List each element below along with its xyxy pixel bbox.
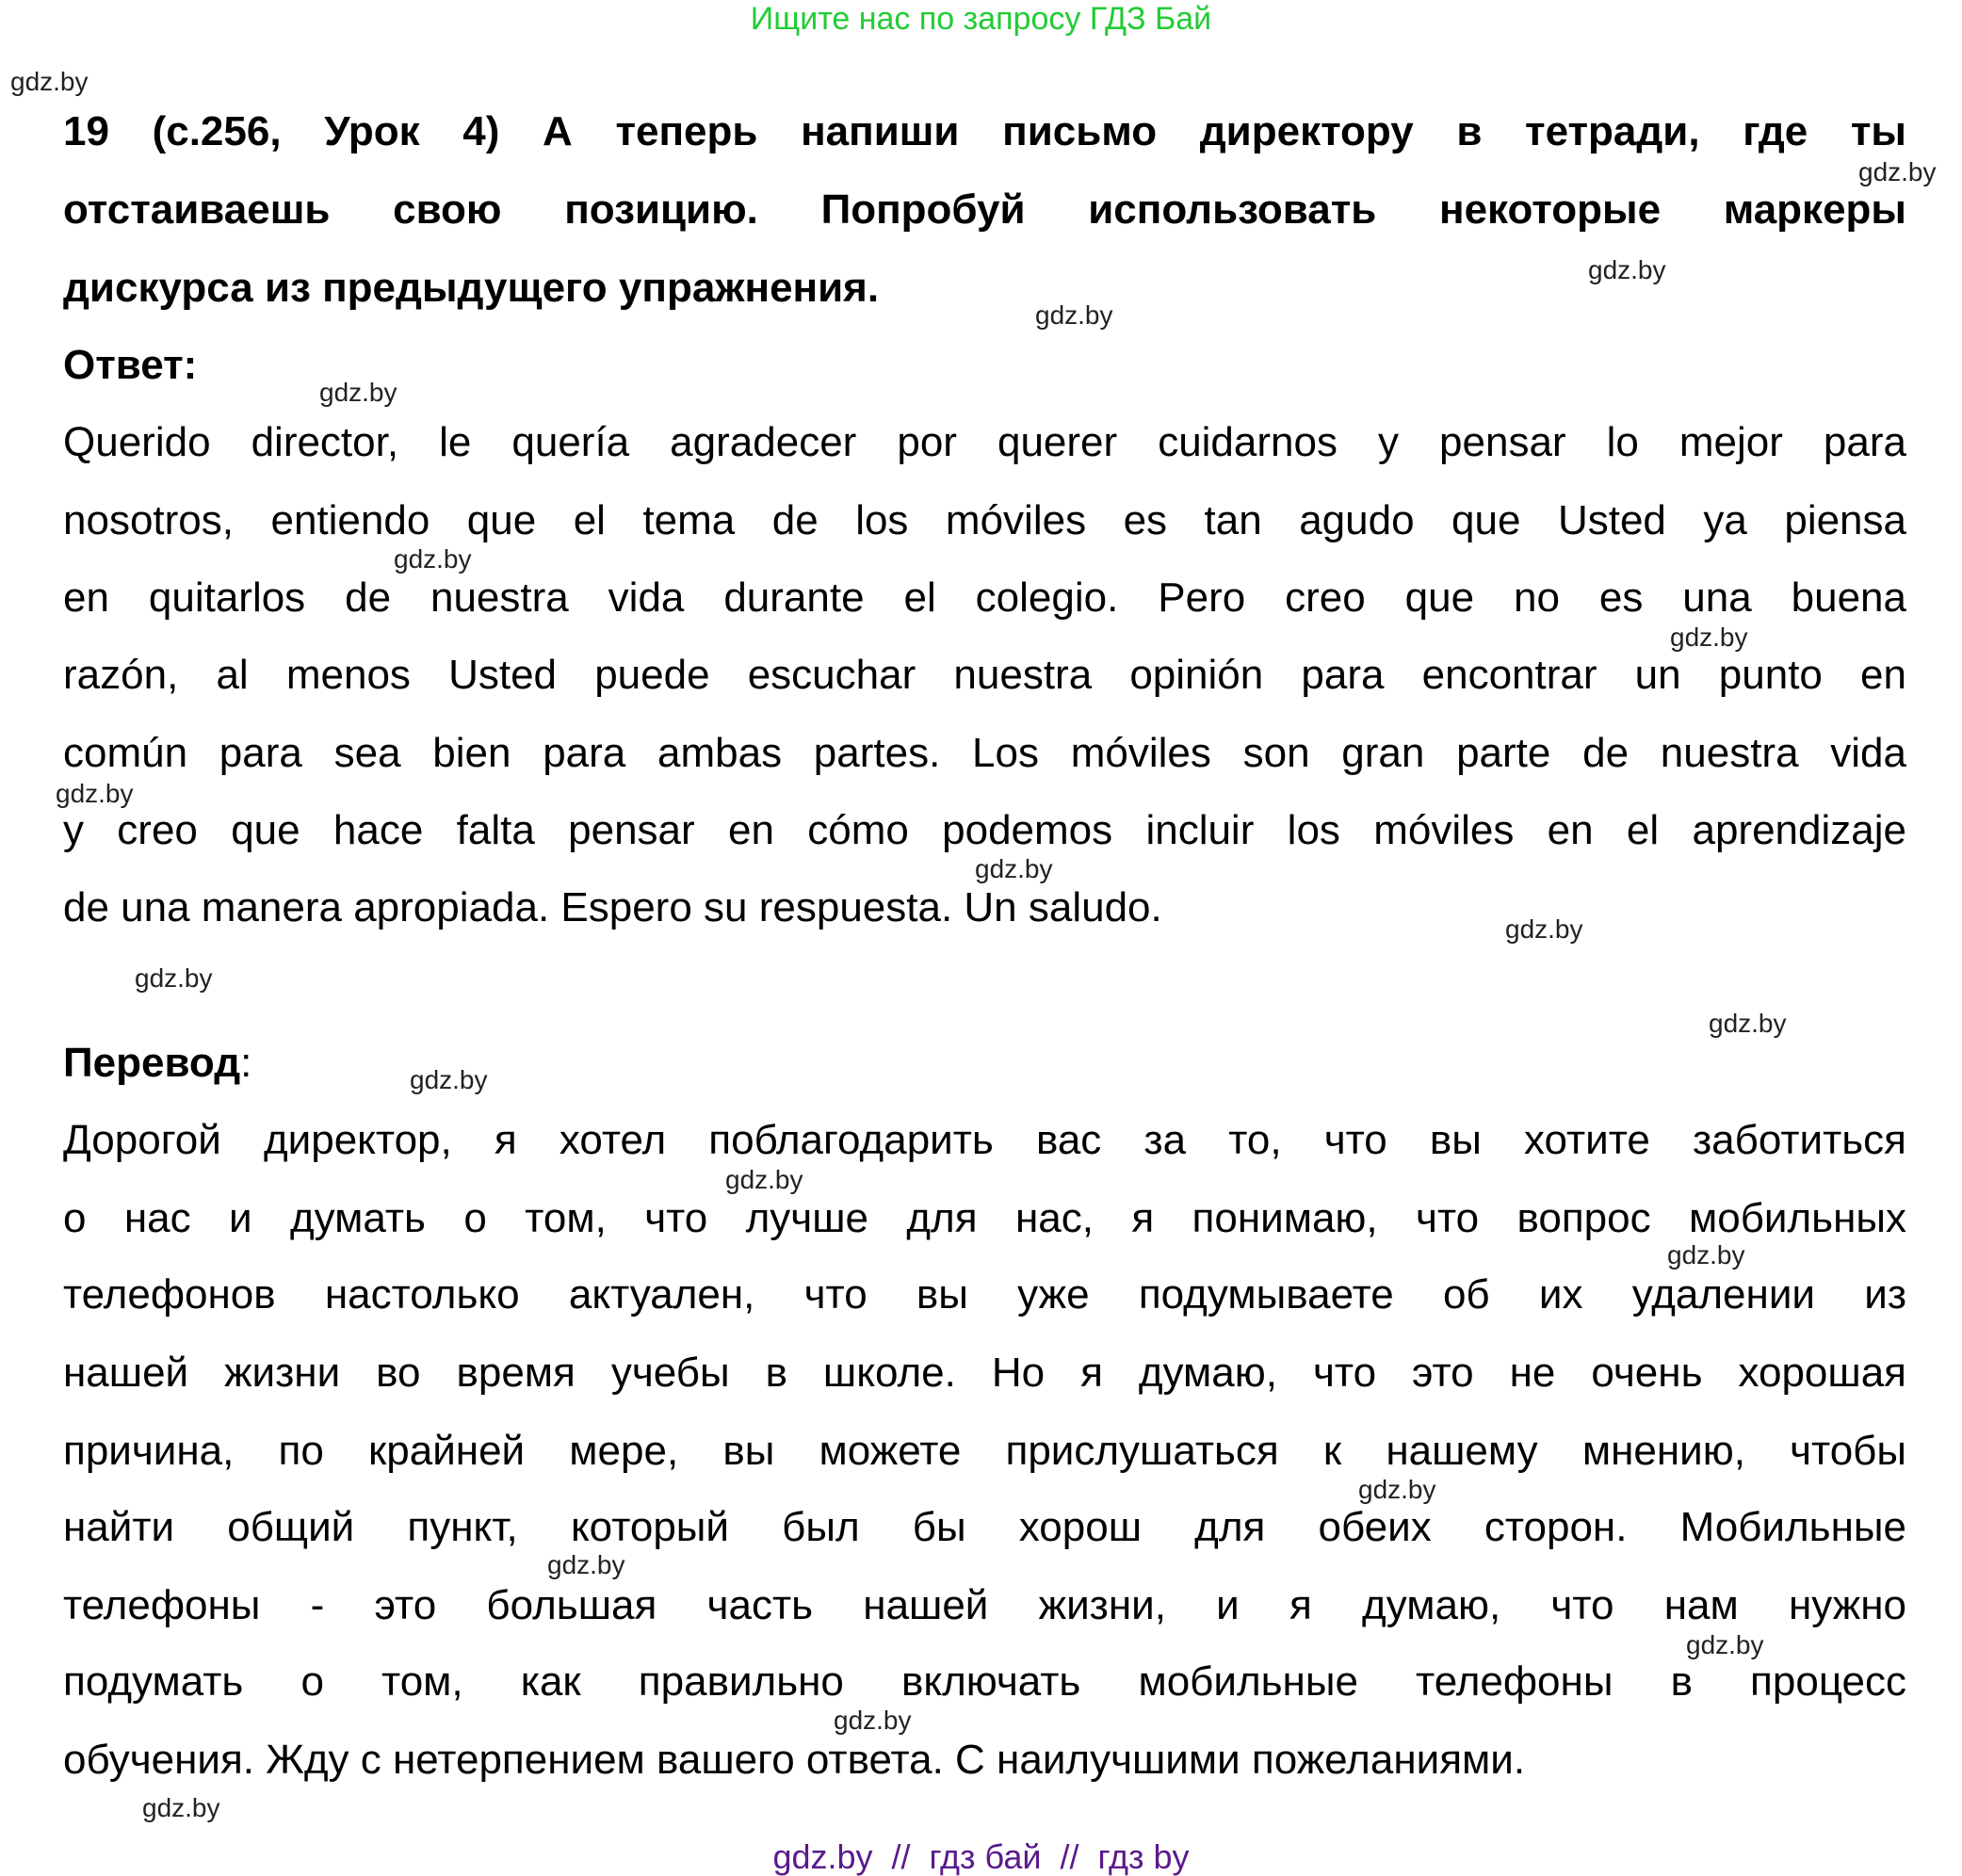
watermark: gdz.by: [834, 1706, 912, 1735]
watermark: gdz.by: [547, 1550, 625, 1579]
watermark: gdz.by: [1588, 255, 1666, 284]
answer-text-line: común para sea bien para ambas partes. Los móviles son gran parte de nuestra vida: [63, 730, 1906, 776]
watermark: gdz.by: [725, 1165, 803, 1194]
answer-text-line: razón, al menos Usted puede escuchar nuestra opinión para encontrar un punto en: [63, 652, 1906, 698]
task-text-line: 19 (с.256, Урок 4) А теперь напиши письмо директору в тетради, где ты: [63, 108, 1906, 154]
watermark: gdz.by: [1709, 1009, 1787, 1038]
watermark: gdz.by: [1686, 1630, 1764, 1659]
answer-text-line: y creo que hace falta pensar en cómo podemos incluir los móviles en el aprendizaje: [63, 807, 1906, 853]
translation-label: [63, 1035, 1906, 1092]
watermark: gdz.by: [410, 1065, 488, 1094]
watermark: gdz.by: [10, 67, 89, 96]
watermark: gdz.by: [1667, 1240, 1745, 1270]
translation-text-line: подумать о том, как правильно включать мобильные телефоны в процесс: [63, 1658, 1906, 1705]
search-banner: Ищите нас по запросу ГДЗ Бай: [750, 1, 1212, 37]
translation-text-line: телефоны - это большая часть нашей жизни, и я думаю, что нам нужно: [63, 1582, 1906, 1628]
translation-text-line: причина, по крайней мере, вы можете прислушаться к нашему мнению, чтобы: [63, 1428, 1906, 1474]
translation-label-text: Перевод: [63, 1040, 241, 1086]
answer-text-line: de una manera apropiada. Espero su respuesta. Un saludo.: [63, 884, 1162, 930]
translation-text-line: Дорогой директор, я хотел поблагодарить вас за то, что вы хотите заботиться: [63, 1117, 1906, 1163]
answer-text-line: nosotros, entiendo que el tema de los móviles es tan agudo que Usted ya piensa: [63, 497, 1906, 543]
watermark: gdz.by: [1858, 157, 1937, 186]
watermark: gdz.by: [1035, 300, 1113, 330]
watermark: gdz.by: [394, 544, 472, 574]
watermark: gdz.by: [142, 1793, 220, 1822]
answer-text-line: en quitarlos de nuestra vida durante el colegio. Pero creo que no es una buena: [63, 574, 1906, 621]
answer-label: Ответ:: [63, 342, 198, 388]
translation-text-line: нашей жизни во время учебы в школе. Но я думаю, что это не очень хорошая: [63, 1350, 1906, 1396]
translation-text-line: обучения. Жду с нетерпением вашего ответа. С наилучшими пожеланиями.: [63, 1737, 1526, 1783]
task-text-line: дискурса из предыдущего упражнения.: [63, 265, 880, 311]
watermark: gdz.by: [1505, 914, 1583, 944]
translation-text-line: найти общий пункт, который был бы хорош для обеих сторон. Мобильные: [63, 1504, 1906, 1550]
footer-links: gdz.by // гдз бай // гдз by: [772, 1837, 1190, 1876]
watermark: gdz.by: [1358, 1475, 1436, 1504]
watermark: gdz.by: [975, 854, 1053, 883]
translation-label-colon: :: [240, 1040, 252, 1086]
task-text-line: отстаиваешь свою позицию. Попробуй использовать некоторые маркеры: [63, 186, 1906, 233]
watermark: gdz.by: [1670, 623, 1748, 652]
translation-text-line: телефонов настолько актуален, что вы уже подумываете об их удалении из: [63, 1271, 1906, 1318]
answer-text-line: Querido director, le quería agradecer por querer cuidarnos y pensar lo mejor para: [63, 419, 1906, 465]
watermark: gdz.by: [56, 779, 134, 808]
translation-text-line: о нас и думать о том, что лучше для нас, я понимаю, что вопрос мобильных: [63, 1195, 1906, 1241]
watermark: gdz.by: [319, 378, 397, 407]
watermark: gdz.by: [135, 963, 213, 993]
